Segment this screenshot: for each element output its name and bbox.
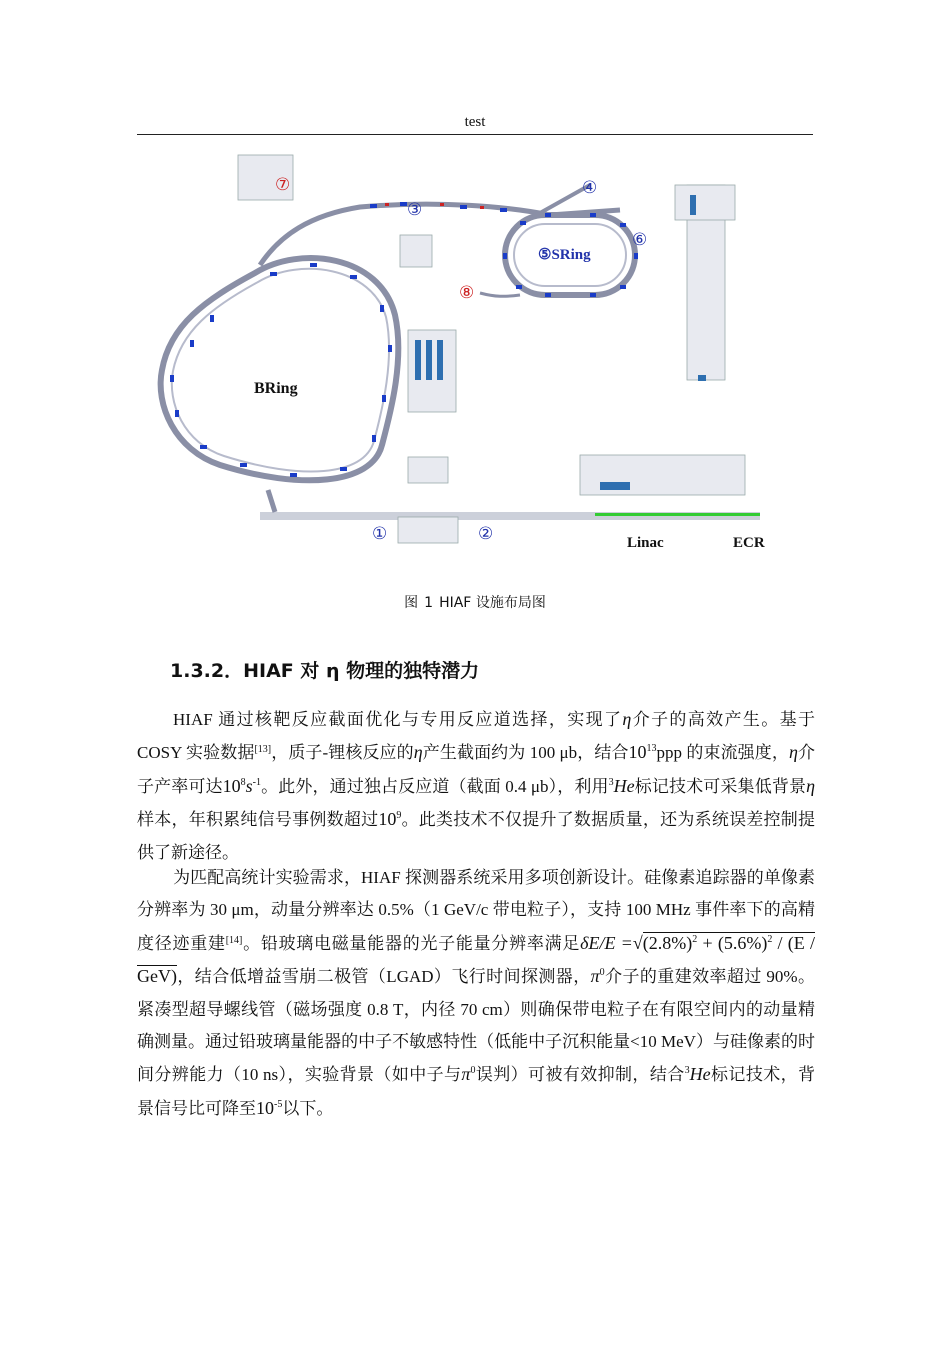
- he3-mass-number: 3: [608, 776, 614, 788]
- square-exponent: 2: [767, 933, 773, 945]
- he-symbol: He: [613, 775, 635, 796]
- header-rule: [137, 134, 813, 135]
- power-base: 10: [256, 1097, 274, 1118]
- p1-text-c: ，质子-锂核反应的: [271, 743, 414, 763]
- section-heading: 1.3.2．HIAF 对 η 物理的独特潜力: [170, 660, 480, 682]
- marker-8: ⑧: [459, 283, 475, 303]
- resolution-formula: $\delta E/E =√(2.8\%)^2 + (5.6\%)^2 / (E / GeV)$: [137, 932, 816, 987]
- formula-term-3: / (E / GeV): [137, 932, 816, 987]
- linac-label: Linac: [627, 535, 664, 551]
- figure-caption: [137, 592, 813, 612]
- pi-symbol: π: [590, 966, 600, 987]
- branch-8-line: [480, 293, 520, 296]
- p1-text-i: 样本，年积累纯信号事例数超过: [137, 810, 379, 830]
- p2-text-f: 标记技术，背景信号比可降至: [137, 1065, 816, 1118]
- paragraph-2: [137, 862, 815, 1125]
- exponent-minus-5: -5: [274, 1098, 283, 1110]
- linac-link: [268, 490, 275, 512]
- p1-text-a: HIAF 通过核靶反应截面优化与专用反应道选择，实现了: [173, 710, 623, 729]
- eta-symbol: η: [622, 709, 632, 729]
- paragraph-1: [137, 703, 815, 869]
- p2-text-e: 误判）可被有效抑制，结合: [475, 1065, 685, 1085]
- he-symbol: He: [689, 1064, 711, 1085]
- equipment-blocks: [415, 195, 706, 490]
- pi-charge: 0: [599, 967, 605, 979]
- p1-text-g: 。此外，通过独占反应道（截面 0.4 μb），利用: [261, 776, 609, 796]
- p2-text-a: 为匹配高统计实验需求，HIAF 探测器系统采用多项创新设计。硅像素追踪器的单像素分辨率为 30 μm，动量分辨率达 0.5%（1 GeV/c 带电粒子），支持 100 MHz 事件率下的高精度径迹重建: [137, 868, 815, 953]
- power-base: 10: [378, 809, 397, 830]
- p1-text-e: ppp 的束流强度，: [656, 743, 789, 763]
- sring-label: ⑤SRing: [538, 247, 591, 263]
- he3-mass-number: 3: [684, 1065, 690, 1077]
- p2-text-b: 。铅玻璃电磁量能器的光子能量分辨率满足: [242, 933, 581, 953]
- caption-title: HIAF 设施布局图: [439, 595, 546, 611]
- exponent-8: 8: [240, 776, 246, 788]
- power-base: 10: [222, 775, 241, 796]
- eta-symbol: η: [413, 742, 423, 763]
- caption-prefix: 图: [404, 595, 419, 611]
- marker-2: ②: [478, 524, 494, 544]
- page-header: test: [464, 114, 486, 130]
- p2-text-g: 以下。: [282, 1098, 334, 1118]
- bring-outer-track: [161, 258, 399, 480]
- exponent-13: 13: [646, 743, 657, 755]
- marker-7: ⑦: [275, 175, 291, 195]
- ecr-label: ECR: [733, 535, 765, 551]
- hiaf-layout-figure: [150, 145, 800, 555]
- marker-4: ④: [582, 178, 598, 198]
- formula-term-2: + (5.6%): [697, 932, 768, 953]
- square-exponent: 2: [692, 933, 698, 945]
- citation-14: [14]: [225, 934, 243, 946]
- p1-text-b: 介子的高效产生。基于 COSY 实验数据: [137, 710, 816, 763]
- pi-symbol: π: [461, 1064, 471, 1085]
- bring-inner-track: [172, 269, 389, 472]
- marker-1: ①: [372, 524, 388, 544]
- buildings: [238, 155, 745, 543]
- p2-text-d: 介子的重建效率超过 90%。紧凑型超导螺线管（磁场强度 0.8 T，内径 70 cm）则确保带电粒子在有限空间内的动量精确测量。通过铅玻璃量能器的中子不敏感特性（低能中子沉积能量<10 MeV）与硅像素的时间分辨能力（10 ns），实验背景（如中子与: [137, 967, 815, 1085]
- p1-text-h: 标记技术可采集低背景: [634, 776, 807, 796]
- p2-text-c: ，结合低增益雪崩二极管（LGAD）飞行时间探测器，: [176, 967, 591, 987]
- formula-term-1: (2.8%): [642, 932, 693, 953]
- power-base: 10: [628, 742, 647, 763]
- bring-label: BRing: [254, 380, 298, 397]
- marker-3: ③: [407, 200, 423, 220]
- p1-text-j: 。此类技术不仅提升了数据质量，还为系统误差控制提供了新途径。: [137, 810, 816, 862]
- eta-symbol: η: [788, 742, 798, 763]
- marker-6: ⑥: [632, 230, 648, 250]
- formula-lhs: δE/E =: [580, 932, 633, 953]
- exponent-9: 9: [396, 810, 402, 822]
- p1-text-d: 产生截面约为 100 μb，结合: [422, 743, 629, 763]
- pi-charge: 0: [470, 1065, 476, 1077]
- eta-symbol: η: [806, 775, 816, 796]
- exponent-minus-1: -1: [252, 776, 261, 788]
- linac-green-section: [595, 513, 760, 516]
- p1-text-f: 介子产率可达: [137, 743, 816, 796]
- caption-number: 1: [424, 595, 434, 611]
- citation-13: [13]: [254, 744, 272, 756]
- unit-s: s: [245, 775, 253, 796]
